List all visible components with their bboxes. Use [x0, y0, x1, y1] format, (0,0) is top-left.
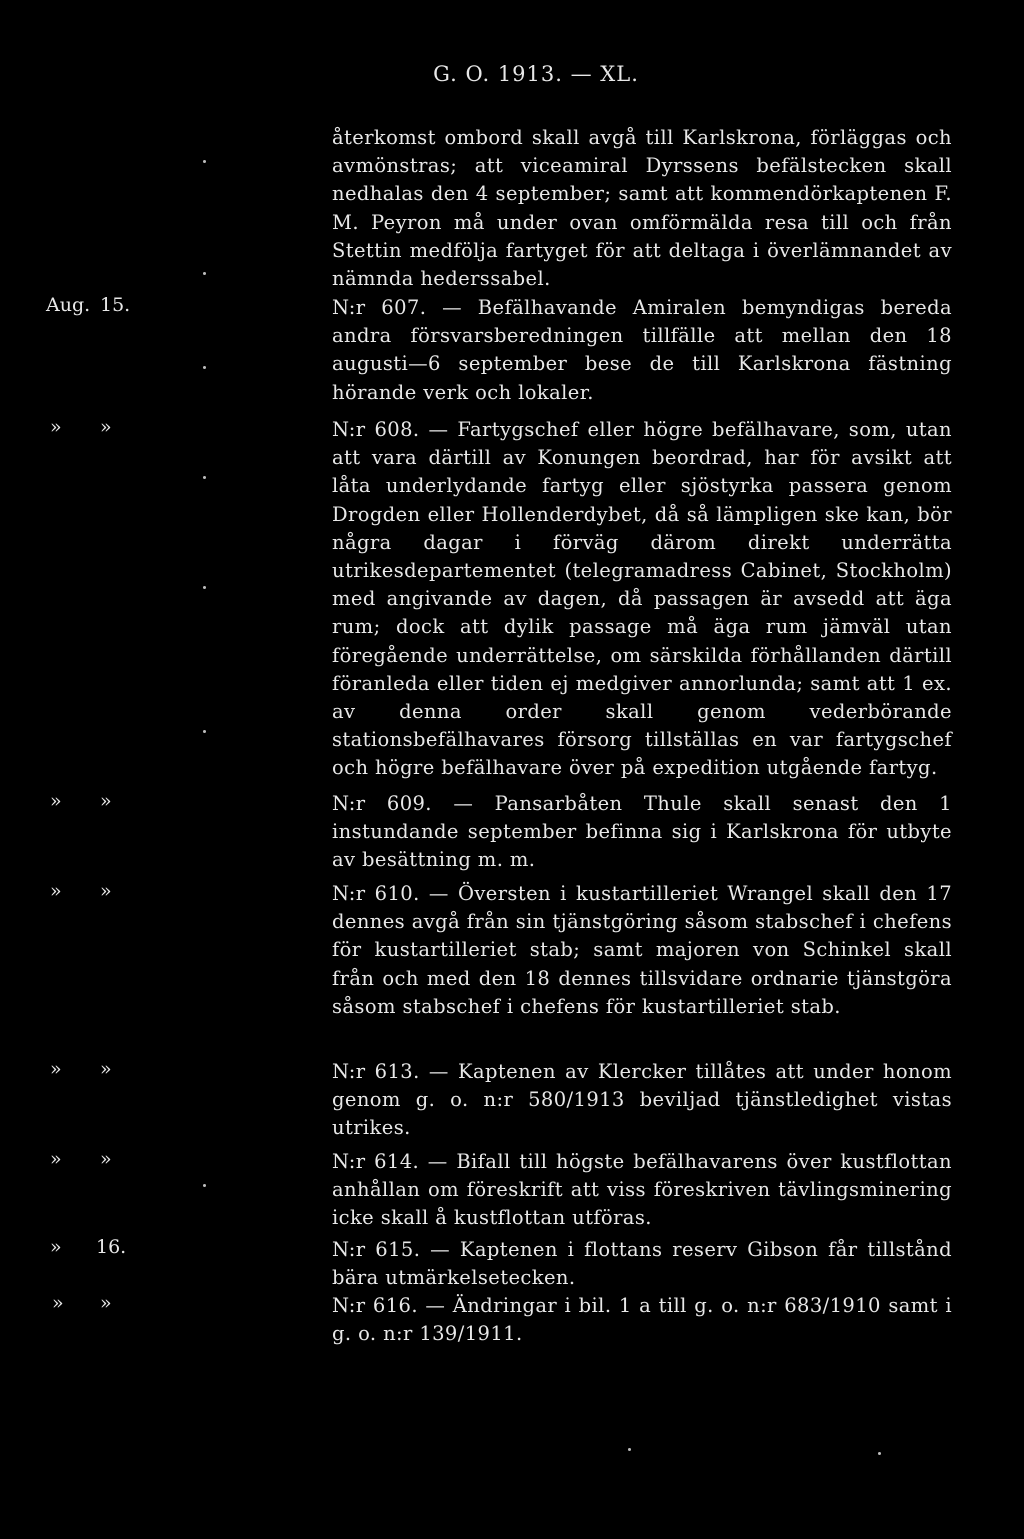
entry-month: » — [50, 416, 62, 438]
scan-speck — [203, 1184, 206, 1187]
scan-speck — [878, 1452, 881, 1455]
scan-speck — [203, 366, 206, 369]
entry-text: N:r 609. — Pansarbåten Thule skall senast den 1 instundande september befinna sig i Karlskrona för utbyte av besättning m. m. — [332, 792, 952, 872]
entry-day: » — [100, 1292, 112, 1314]
entry-day: » — [100, 1058, 112, 1080]
entry-month: » — [52, 1292, 64, 1314]
entry-text: N:r 614. — Bifall till högste befälhavarens över kustflottan anhållan om föreskrift att viss föreskriven tävlingsminering icke skall å kustflottan utföras. — [332, 1150, 952, 1230]
entry-day: 16. — [96, 1236, 127, 1258]
entry-day: » — [100, 790, 112, 812]
entry-text: N:r 607. — Befälhavande Amiralen bemyndigas bereda andra försvarsberedningen tillfälle att mellan den 18 augusti—6 september bese de till Karlskrona fästning hörande verk och lokaler. — [332, 296, 952, 404]
entry-text: N:r 608. — Fartygschef eller högre befälhavare, som, utan att vara därtill av Konungen beordrad, har för avsikt att låta underlydande fartyg eller sjöstyrka passera genom Drogden eller Hollenderdybet, då så lämpligen ske kan, bör några dagar i förväg därom direkt underrätta utrikesdepartementet (telegramadress Cabinet, Stockholm) med angivande av dagen, då passagen är avsedd att äga rum; dock att dylik passage må äga rum jämväl utan föregående underrättelse, om särskilda förhållanden därtill föranleda eller tiden ej medgiver annorlunda; samt att 1 ex. av denna order skall genom vederbörande stationsbefälhavares försorg tillställas en var fartygschef och högre befälhavare över på expedition utgående fartyg. — [332, 418, 952, 780]
entry-day: » — [100, 880, 112, 902]
entry-month: Aug. — [46, 294, 91, 316]
page-header: G. O. 1913. — XL. — [433, 62, 639, 86]
entry-text: N:r 610. — Översten i kustartilleriet Wrangel skall den 17 dennes avgå från sin tjänstgöring såsom stabschef i chefens för kustartilleriet stab; samt majoren von Schinkel skall från och med den 18 dennes tillsvidare ordnarie tjänstgöra såsom stabschef i chefens för kustartilleriet stab. — [332, 882, 952, 1018]
entry-text: N:r 615. — Kaptenen i flottans reserv Gibson får tillstånd bära utmärkelsetecken. — [332, 1238, 952, 1290]
scan-speck — [203, 272, 206, 275]
entry-month: » — [50, 1236, 62, 1258]
entry-text: N:r 613. — Kaptenen av Klercker tillåtes att under honom genom g. o. n:r 580/1913 beviljad tjänstledighet vistas utrikes. — [332, 1060, 952, 1140]
intro-paragraph: återkomst ombord skall avgå till Karlskrona, förläggas och avmönstras; att viceamiral Dyrssens befälstecken skall nedhalas den 4 september; samt att kommendörkaptenen F. M. Peyron må under ovan omförmälda resa till och från Stettin medfölja fartyget för att deltaga i överlämnandet av nämnda hederssabel. — [332, 126, 952, 291]
entry-text: N:r 616. — Ändringar i bil. 1 a till g. o. n:r 683/1910 samt i g. o. n:r 139/1911. — [332, 1294, 952, 1346]
entry-month: » — [50, 1058, 62, 1080]
entry-day: 15. — [100, 294, 131, 316]
entry-month: » — [50, 790, 62, 812]
scan-speck — [203, 730, 206, 733]
scan-speck — [203, 160, 206, 163]
scan-speck — [203, 586, 206, 589]
entry-day: » — [100, 1148, 112, 1170]
scan-speck — [203, 476, 206, 479]
scan-speck — [628, 1448, 631, 1451]
entry-month: » — [50, 880, 62, 902]
entry-day: » — [100, 416, 112, 438]
entry-month: » — [50, 1148, 62, 1170]
